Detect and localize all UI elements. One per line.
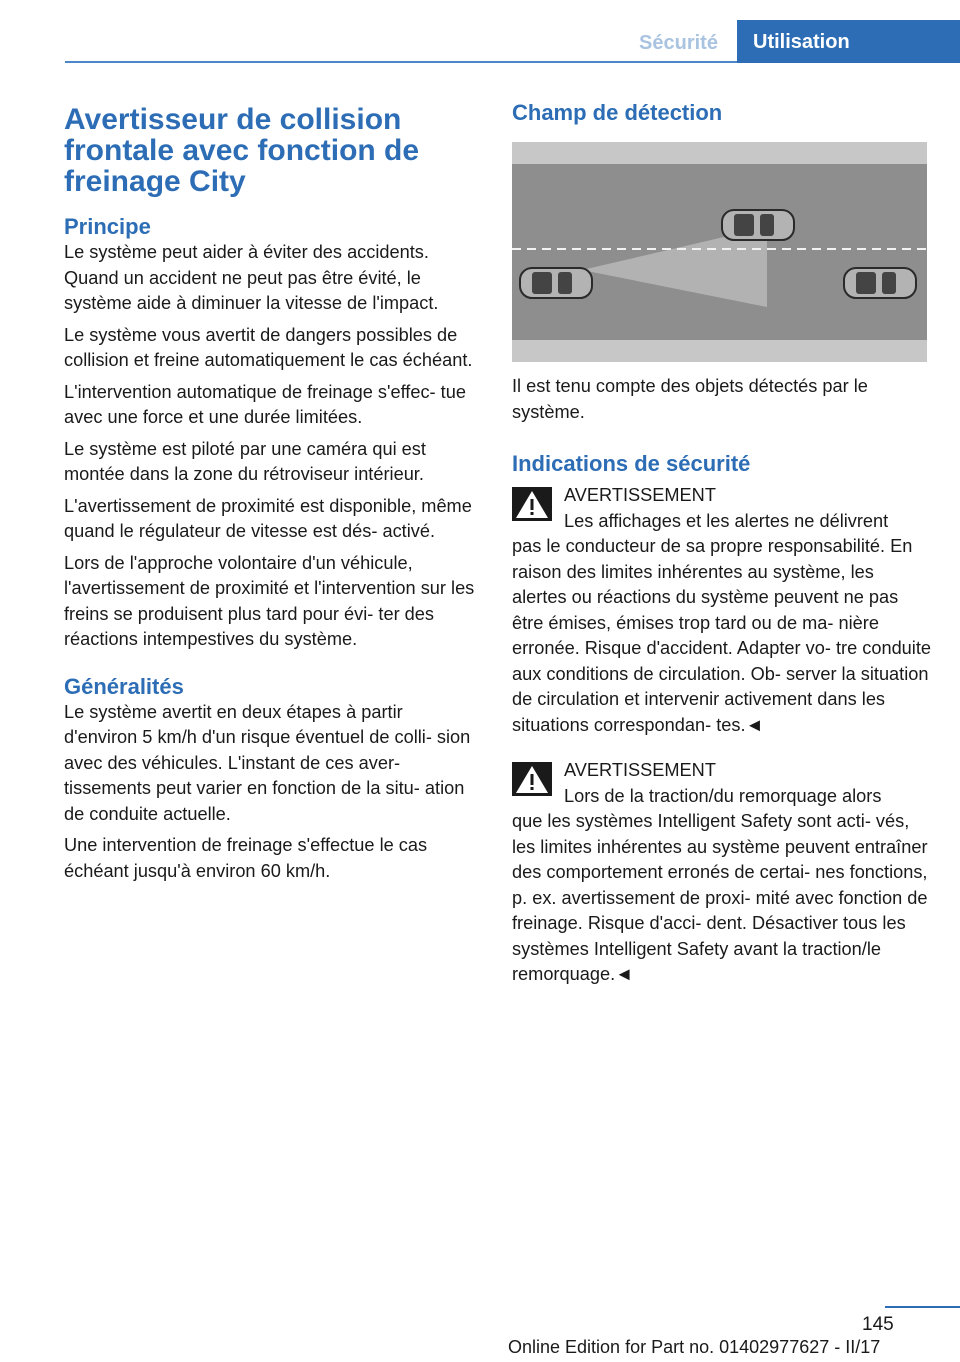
heading-detection: Champ de détection bbox=[512, 100, 723, 125]
footer-rule bbox=[885, 1306, 960, 1308]
heading-generalites: Généralités bbox=[64, 673, 184, 699]
paragraph: Le système peut aider à éviter des accidents. Quand un accident ne peut pas être évité, le système aide à diminuer la vitesse de l'impact. bbox=[64, 242, 439, 313]
paragraph: Le système est piloté par une caméra qui est montée dans la zone du rétroviseur intérieur. bbox=[64, 438, 426, 484]
road-diagram bbox=[512, 142, 927, 362]
heading-principe: Principe bbox=[64, 214, 151, 239]
heading-safety: Indications de sécurité bbox=[512, 451, 751, 476]
edition-footer: Online Edition for Part no. 01402977627 - II/17 bbox=[508, 1337, 881, 1357]
section-tab[interactable]: Sécurité bbox=[639, 32, 718, 54]
warning-title: AVERTISSEMENT bbox=[564, 760, 716, 780]
warning-block bbox=[512, 483, 932, 738]
warning-text-first-line: Les affichages et les alertes ne délivrent bbox=[564, 510, 889, 531]
car-front-left-icon bbox=[722, 210, 794, 240]
paragraph: L'avertissement de proximité est disponible, même quand le régulateur de vitesse est dés‐ activé. bbox=[64, 495, 472, 541]
warning-title: AVERTISSEMENT bbox=[564, 485, 716, 505]
left-column bbox=[64, 104, 478, 884]
warning-block bbox=[512, 758, 932, 988]
page-title: Avertisseur de collision frontale avec fonction de freinage City bbox=[64, 103, 420, 198]
warning-text: pas le conducteur de sa propre responsabilité. En raison des limites inhérentes au système, les alertes ou réactions du système peuvent ne pas être émises, émises trop tard ou de ma‐ nière erronée. Risque d'accident. Adapter vo‐ tre conduite aux conditions de circulation. Ob‐ server la situation de circulation et intervenir activement dans les situations correspondan‐ tes.◄ bbox=[512, 536, 932, 735]
warning-text: que les systèmes Intelligent Safety sont acti‐ vés, les limites inhérentes au système peuvent entraîner des comportement erronés de certai‐ nes fonctions, p. ex. avertissement de proxi‐ mité avec fonction de freinage. Risque d'acci‐ dent. Désactiver tous les systèmes Intelligent Safety avant la traction/le remorquage.◄ bbox=[512, 811, 928, 984]
paragraph: Une intervention de freinage s'effectue le cas échéant jusqu'à environ 60 km/h. bbox=[64, 835, 428, 881]
illustration-caption: Il est tenu compte des objets détectés par le système. bbox=[512, 376, 868, 422]
right-column bbox=[512, 100, 932, 988]
paragraph: Lors de l'approche volontaire d'un véhicule, l'avertissement de proximité et l'intervention sur les freins se produisent plus tard pour évi‐ ter des réactions intempestives du système. bbox=[64, 552, 475, 649]
warning-triangle-icon bbox=[512, 762, 552, 796]
paragraph: Le système avertit en deux étapes à partir d'environ 5 km/h d'un risque éventuel de colli‐ sion avec des véhicules. L'instant de ces aver‐ tissements peut varier en fonction de la situ‐ ation de conduite actuelle. bbox=[64, 701, 471, 824]
warning-text-first-line: Lors de la traction/du remorquage alors bbox=[564, 785, 882, 806]
paragraph: Le système vous avertit de dangers possibles de collision et freine automatiquement le cas échéant. bbox=[64, 324, 473, 370]
car-front-right-icon bbox=[844, 268, 916, 298]
paragraph: L'intervention automatique de freinage s'effec‐ tue avec une force et une durée limitées. bbox=[64, 381, 466, 427]
warning-triangle-icon bbox=[512, 487, 552, 521]
page-number: 145 bbox=[862, 1314, 894, 1335]
chapter-tab[interactable]: Utilisation bbox=[737, 20, 960, 63]
detection-field-illustration bbox=[512, 142, 927, 362]
car-rear-icon bbox=[520, 268, 592, 298]
